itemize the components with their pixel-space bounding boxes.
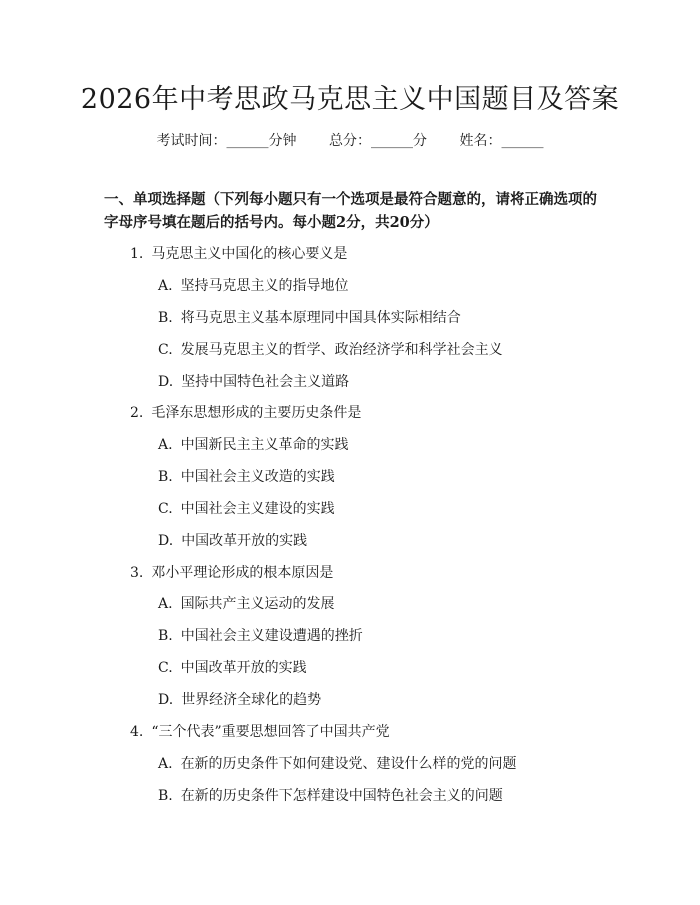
option-text: 在新的历史条件下如何建设党、建设什么样的党的问题 [180,756,517,772]
option-letter: B. [158,310,173,326]
question-option [158,786,503,806]
question-number: 4. [130,724,144,740]
option-letter: C. [158,501,173,517]
option-letter: B. [158,788,173,804]
option-letter: A. [158,756,173,772]
question-number: 2. [130,405,144,421]
question-stem [130,563,333,583]
question-text: 毛泽东思想形成的主要历史条件是 [151,405,362,421]
option-text: 中国社会主义建设的实践 [180,501,335,517]
question-stem [130,403,361,423]
option-letter: D. [158,533,174,549]
question-option [158,308,461,328]
option-letter: A. [158,278,173,294]
question-option [158,626,363,646]
option-letter: A. [158,596,173,612]
exam-total-score: 总分：______分 [329,133,427,149]
option-text: 中国新民主主义革命的实践 [180,437,349,453]
option-text: 坚持马克思主义的指导地位 [180,278,349,294]
option-letter: C. [158,660,173,676]
question-number: 1. [130,246,144,262]
option-letter: B. [158,469,173,485]
option-letter: A. [158,437,173,453]
exam-student-name: 姓名：______ [459,133,544,149]
exam-meta [0,130,700,152]
question-option [158,467,335,487]
question-stem [130,244,347,264]
question-option [158,435,349,455]
option-letter: D. [158,374,174,390]
option-text: 中国社会主义改造的实践 [180,469,335,485]
option-text: 中国改革开放的实践 [181,533,308,549]
option-text: 世界经济全球化的趋势 [181,692,322,708]
option-letter: C. [158,342,173,358]
question-option [158,658,307,678]
question-text: 邓小平理论形成的根本原因是 [151,565,334,581]
question-stem [130,722,390,742]
option-text: 中国社会主义建设遭遇的挫折 [180,628,363,644]
option-text: 发展马克思主义的哲学、政治经济学和科学社会主义 [180,342,503,358]
question-option [158,499,335,519]
question-text: “三个代表”重要思想回答了中国共产党 [151,724,390,740]
question-option [158,594,335,614]
option-text: 坚持中国特色社会主义道路 [181,374,350,390]
exam-time: 考试时间：______分钟 [156,133,297,149]
question-option [158,754,517,774]
question-number: 3. [130,565,144,581]
option-letter: B. [158,628,173,644]
option-text: 国际共产主义运动的发展 [180,596,335,612]
section-heading: 一、单项选择题（下列每小题只有一个选项是最符合题意的，请将正确选项的字母序号填在题后的括号内。每小题2分，共20分） [104,191,597,231]
question-option [158,372,349,392]
question-text: 马克思主义中国化的核心要义是 [151,246,348,262]
option-letter: D. [158,692,174,708]
page-title: 2026年中考思政马克思主义中国题目及答案 [80,84,620,115]
option-text: 中国改革开放的实践 [180,660,307,676]
option-text: 将马克思主义基本原理同中国具体实际相结合 [180,310,461,326]
question-option [158,531,307,551]
option-text: 在新的历史条件下怎样建设中国特色社会主义的问题 [180,788,503,804]
question-option [158,276,349,296]
question-option [158,340,503,360]
question-option [158,690,321,710]
